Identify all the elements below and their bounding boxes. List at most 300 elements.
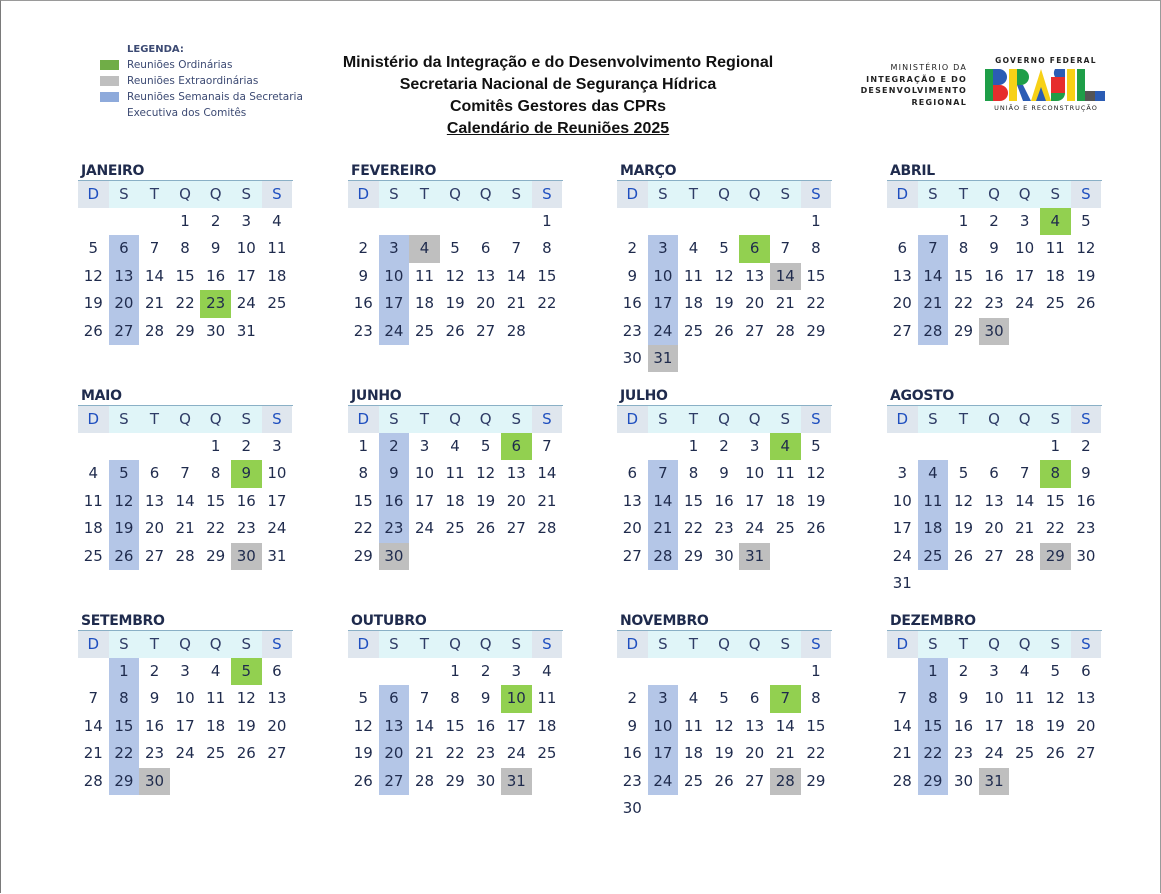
day-cell: 1 (958, 212, 969, 230)
ministry-logo-line: MINISTÉRIO DA (890, 63, 967, 72)
day-cell: 6 (749, 689, 760, 708)
day-cell: 3 (749, 437, 760, 455)
day-cell-weekly-meeting: 28 (918, 318, 949, 345)
legend-swatch-gray (100, 76, 119, 86)
empty-cell (648, 433, 679, 460)
day-cell: 15 (175, 266, 195, 285)
empty-cell (440, 208, 471, 235)
day-cell: 14 (775, 716, 795, 735)
day-cell: 4 (210, 662, 221, 680)
day-cell: 8 (180, 239, 190, 258)
weekday-label: T (948, 406, 979, 433)
day-cell: 28 (506, 321, 526, 340)
empty-cell (409, 208, 440, 235)
month-julho (617, 387, 832, 570)
month-name: DEZEMBRO (890, 613, 976, 629)
day-cell-extraordinary-meeting: 4 (409, 235, 440, 262)
day-cell: 10 (267, 464, 287, 483)
day-cell-weekly-meeting: 3 (648, 685, 679, 712)
month-name: ABRIL (890, 163, 935, 179)
day-cell: 12 (1045, 689, 1065, 708)
day-cell: 16 (236, 491, 256, 510)
month-name: JUNHO (351, 388, 402, 404)
weekday-label: Q (979, 631, 1010, 658)
header-committees: Comitês Gestores das CPRs (449, 98, 667, 115)
day-cell-weekly-meeting: 7 (918, 235, 949, 262)
empty-cell (918, 208, 949, 235)
weekday-header (348, 180, 563, 208)
day-cell-weekly-meeting: 8 (109, 685, 140, 712)
empty-cell (379, 658, 410, 685)
day-cell: 1 (688, 437, 699, 455)
weekday-label: S (532, 631, 563, 658)
month-fevereiro (348, 162, 563, 345)
weekday-label: D (887, 181, 918, 208)
day-cell: 20 (267, 716, 287, 735)
day-cell: 5 (811, 437, 821, 455)
empty-cell (470, 208, 501, 235)
weekday-header (348, 630, 563, 658)
month-name: JANEIRO (81, 163, 145, 179)
day-cell-weekly-meeting: 26 (109, 543, 140, 570)
day-cell: 1 (811, 662, 821, 680)
day-cell: 9 (149, 689, 160, 708)
empty-cell (948, 433, 979, 460)
day-cell: 3 (241, 212, 252, 230)
weekday-label: S (1040, 406, 1071, 433)
day-cell: 2 (719, 437, 729, 455)
day-cell: 6 (480, 239, 491, 258)
weekday-label: Q (979, 406, 1010, 433)
day-cell: 18 (445, 491, 465, 510)
day-cell: 28 (144, 321, 165, 340)
day-cell-weekly-meeting: 21 (918, 290, 949, 317)
weekday-label: S (532, 181, 563, 208)
day-cell: 25 (445, 519, 465, 538)
day-cell: 2 (627, 239, 638, 258)
day-cell: 1 (180, 212, 190, 230)
days-grid (78, 433, 293, 570)
day-cell: 13 (622, 491, 642, 510)
day-cell: 25 (537, 744, 557, 763)
empty-cell (887, 433, 918, 460)
weekday-label: S (770, 406, 801, 433)
day-cell: 16 (144, 716, 165, 735)
weekday-label: Q (1009, 631, 1040, 658)
weekday-header (348, 405, 563, 433)
day-cell: 6 (897, 239, 908, 258)
weekday-header (78, 405, 293, 433)
weekday-label: S (1071, 181, 1102, 208)
day-cell: 8 (542, 239, 552, 258)
day-cell: 5 (719, 239, 729, 258)
empty-cell (379, 208, 410, 235)
day-cell: 30 (714, 546, 734, 565)
weekday-label: T (139, 181, 170, 208)
day-cell: 20 (1076, 716, 1096, 735)
day-cell-weekly-meeting: 17 (648, 740, 679, 767)
day-cell: 29 (806, 771, 826, 790)
day-cell: 20 (506, 491, 526, 510)
days-grid (348, 658, 563, 795)
day-cell: 25 (414, 321, 435, 340)
day-cell: 7 (149, 239, 160, 258)
day-cell: 29 (806, 321, 826, 340)
day-cell: 14 (506, 266, 526, 285)
day-cell: 9 (989, 239, 999, 258)
header-ministry: Ministério da Integração e do Desenvolvimento Regional (342, 54, 774, 71)
day-cell: 15 (353, 491, 373, 510)
weekday-label: T (409, 406, 440, 433)
day-cell-ordinary-meeting: 6 (501, 433, 532, 460)
day-cell: 26 (953, 546, 974, 565)
day-cell: 23 (622, 321, 642, 340)
weekday-label: Q (709, 406, 740, 433)
month-name: SETEMBRO (81, 613, 165, 629)
empty-cell (170, 433, 201, 460)
day-cell: 27 (267, 744, 287, 763)
day-cell-weekly-meeting: 11 (918, 488, 949, 515)
weekday-label: S (109, 631, 140, 658)
day-cell: 11 (83, 491, 103, 510)
weekday-label: S (109, 181, 140, 208)
day-cell: 1 (450, 662, 460, 680)
day-cell: 10 (984, 689, 1004, 708)
day-cell-weekly-meeting: 20 (109, 290, 140, 317)
day-cell-extraordinary-meeting: 31 (501, 768, 532, 795)
weekday-label: S (379, 631, 410, 658)
day-cell-weekly-meeting: 23 (379, 515, 410, 542)
weekday-label: S (231, 181, 262, 208)
day-cell: 21 (892, 744, 912, 763)
month-name: JULHO (620, 388, 668, 404)
day-cell: 10 (175, 689, 195, 708)
day-cell: 16 (353, 294, 373, 313)
weekday-label: Q (470, 406, 501, 433)
weekday-label: S (918, 631, 949, 658)
day-cell: 21 (414, 744, 435, 763)
day-cell: 10 (892, 491, 912, 510)
day-cell: 26 (83, 321, 103, 340)
empty-cell (739, 658, 770, 685)
empty-cell (678, 658, 709, 685)
day-cell: 22 (537, 294, 557, 313)
weekday-label: S (501, 181, 532, 208)
weekday-label: Q (979, 181, 1010, 208)
day-cell: 27 (745, 771, 765, 790)
day-cell-weekly-meeting: 15 (918, 713, 949, 740)
day-cell: 17 (892, 519, 912, 538)
day-cell: 16 (476, 716, 496, 735)
weekday-label: T (139, 631, 170, 658)
day-cell: 30 (206, 321, 226, 340)
day-cell-weekly-meeting: 7 (648, 460, 679, 487)
day-cell: 9 (719, 464, 729, 483)
day-cell-weekly-meeting: 13 (109, 263, 140, 290)
day-cell: 10 (1015, 239, 1035, 258)
empty-cell (770, 658, 801, 685)
legend-title: LEGENDA: (127, 44, 184, 55)
day-cell: 5 (958, 464, 969, 483)
day-cell-weekly-meeting: 4 (918, 460, 949, 487)
day-cell: 19 (806, 491, 826, 510)
day-cell-weekly-meeting: 3 (648, 235, 679, 262)
day-cell: 17 (745, 491, 765, 510)
day-cell: 29 (353, 546, 373, 565)
day-cell: 8 (811, 689, 821, 708)
empty-cell (979, 433, 1010, 460)
day-cell: 28 (775, 321, 795, 340)
day-cell: 25 (206, 744, 226, 763)
day-cell: 13 (267, 689, 287, 708)
weekday-label: Q (1009, 406, 1040, 433)
day-cell-extraordinary-meeting: 31 (739, 543, 770, 570)
day-cell: 31 (892, 573, 912, 592)
day-cell: 5 (1081, 212, 1091, 230)
month-name: MAIO (81, 388, 122, 404)
weekday-label: D (78, 631, 109, 658)
day-cell: 27 (984, 546, 1004, 565)
empty-cell (887, 208, 918, 235)
day-cell: 3 (511, 662, 522, 680)
day-cell: 13 (745, 716, 765, 735)
empty-cell (617, 208, 648, 235)
day-cell: 18 (267, 266, 287, 285)
weekday-header (617, 405, 832, 433)
day-cell: 19 (714, 744, 734, 763)
empty-cell (348, 208, 379, 235)
day-cell: 26 (806, 519, 826, 538)
day-cell-weekly-meeting: 15 (109, 713, 140, 740)
day-cell: 18 (206, 716, 226, 735)
weekday-label: T (948, 181, 979, 208)
ministry-logo-line: DESENVOLVIMENTO (860, 86, 967, 95)
day-cell-weekly-meeting: 10 (379, 263, 410, 290)
day-cell: 20 (144, 519, 165, 538)
weekday-label: T (678, 631, 709, 658)
month-março (617, 162, 832, 372)
day-cell: 11 (683, 266, 704, 285)
day-cell: 13 (892, 266, 912, 285)
day-cell: 24 (745, 519, 765, 538)
day-cell: 3 (272, 437, 282, 455)
day-cell: 13 (984, 491, 1004, 510)
day-cell: 28 (414, 771, 435, 790)
day-cell: 27 (745, 321, 765, 340)
day-cell: 15 (206, 491, 226, 510)
day-cell: 27 (892, 321, 912, 340)
empty-cell (617, 433, 648, 460)
day-cell: 27 (506, 519, 526, 538)
month-abril (887, 162, 1102, 345)
day-cell-weekly-meeting: 6 (109, 235, 140, 262)
day-cell: 8 (358, 464, 369, 483)
day-cell: 23 (236, 519, 256, 538)
day-cell-extraordinary-meeting: 31 (979, 768, 1010, 795)
day-cell: 12 (445, 266, 465, 285)
empty-cell (918, 433, 949, 460)
day-cell: 20 (745, 744, 765, 763)
day-cell-ordinary-meeting: 7 (770, 685, 801, 712)
day-cell: 18 (1015, 716, 1035, 735)
days-grid (887, 208, 1102, 345)
day-cell: 30 (622, 798, 642, 817)
day-cell: 8 (450, 689, 460, 708)
day-cell: 12 (1076, 239, 1096, 258)
day-cell: 20 (892, 294, 912, 313)
weekday-header (78, 180, 293, 208)
day-cell-weekly-meeting: 27 (109, 318, 140, 345)
day-cell: 4 (88, 464, 99, 483)
day-cell: 27 (1076, 744, 1096, 763)
weekday-label: Q (739, 631, 770, 658)
day-cell-weekly-meeting: 14 (918, 263, 949, 290)
day-cell: 21 (775, 744, 795, 763)
weekday-label: T (678, 181, 709, 208)
day-cell: 30 (1076, 546, 1096, 565)
weekday-label: D (617, 631, 648, 658)
day-cell: 17 (267, 491, 287, 510)
day-cell: 18 (414, 294, 435, 313)
day-cell-weekly-meeting: 24 (648, 768, 679, 795)
day-cell: 23 (622, 771, 642, 790)
day-cell: 15 (537, 266, 557, 285)
day-cell: 31 (267, 546, 287, 565)
empty-cell (678, 208, 709, 235)
weekday-label: D (617, 406, 648, 433)
weekday-label: S (770, 631, 801, 658)
day-cell: 25 (683, 771, 704, 790)
day-cell: 15 (445, 716, 465, 735)
day-cell: 12 (714, 716, 734, 735)
day-cell: 11 (683, 716, 704, 735)
day-cell-extraordinary-meeting: 30 (979, 318, 1010, 345)
day-cell-weekly-meeting: 1 (918, 658, 949, 685)
day-cell: 11 (1045, 239, 1065, 258)
day-cell: 7 (419, 689, 430, 708)
weekday-label: S (648, 181, 679, 208)
days-grid (348, 208, 563, 345)
day-cell-weekly-meeting: 10 (648, 263, 679, 290)
day-cell-ordinary-meeting: 23 (200, 290, 231, 317)
month-janeiro (78, 162, 293, 345)
day-cell: 4 (272, 212, 282, 230)
weekday-label: D (348, 406, 379, 433)
day-cell: 7 (88, 689, 99, 708)
weekday-label: Q (739, 181, 770, 208)
day-cell: 12 (806, 464, 826, 483)
weekday-label: Q (709, 181, 740, 208)
day-cell: 2 (1081, 437, 1091, 455)
day-cell: 28 (1015, 546, 1035, 565)
day-cell-ordinary-meeting: 6 (739, 235, 770, 262)
ministry-logo (861, 62, 967, 108)
day-cell: 2 (958, 662, 969, 680)
day-cell: 1 (210, 437, 221, 455)
day-cell: 14 (414, 716, 435, 735)
day-cell-weekly-meeting: 2 (379, 433, 410, 460)
day-cell: 23 (476, 744, 496, 763)
empty-cell (709, 658, 740, 685)
weekday-label: S (1040, 631, 1071, 658)
day-cell: 2 (627, 689, 638, 708)
day-cell: 24 (267, 519, 287, 538)
day-cell: 11 (537, 689, 557, 708)
day-cell: 11 (445, 464, 465, 483)
day-cell: 23 (353, 321, 373, 340)
day-cell-weekly-meeting: 18 (918, 515, 949, 542)
weekday-label: S (801, 181, 832, 208)
day-cell-weekly-meeting: 6 (379, 685, 410, 712)
day-cell-weekly-meeting: 20 (379, 740, 410, 767)
day-cell: 10 (236, 239, 256, 258)
weekday-header (78, 630, 293, 658)
day-cell: 21 (775, 294, 795, 313)
day-cell: 14 (1015, 491, 1035, 510)
weekday-label: Q (200, 181, 231, 208)
day-cell-weekly-meeting: 19 (109, 515, 140, 542)
day-cell-extraordinary-meeting: 28 (770, 768, 801, 795)
month-setembro (78, 612, 293, 795)
day-cell: 6 (1081, 662, 1091, 680)
weekday-label: T (139, 406, 170, 433)
day-cell: 9 (627, 716, 638, 735)
day-cell: 2 (241, 437, 252, 455)
weekday-label: S (1071, 631, 1102, 658)
header-secretariat: Secretaria Nacional de Segurança Hídrica (399, 76, 717, 93)
legend-label: Reuniões Ordinárias (127, 59, 233, 71)
day-cell: 17 (414, 491, 435, 510)
day-cell: 16 (206, 266, 226, 285)
day-cell-ordinary-meeting: 9 (231, 460, 262, 487)
empty-cell (348, 658, 379, 685)
weekday-label: S (501, 406, 532, 433)
day-cell: 3 (897, 464, 908, 483)
day-cell: 22 (683, 519, 704, 538)
weekday-label: T (409, 181, 440, 208)
weekday-label: Q (170, 406, 201, 433)
day-cell: 1 (811, 212, 821, 230)
day-cell: 24 (984, 744, 1004, 763)
empty-cell (501, 208, 532, 235)
weekday-label: S (379, 406, 410, 433)
day-cell: 25 (775, 519, 795, 538)
day-cell: 6 (989, 464, 999, 483)
month-name: OUTUBRO (351, 613, 427, 629)
day-cell-weekly-meeting: 21 (648, 515, 679, 542)
day-cell: 16 (714, 491, 734, 510)
day-cell: 22 (1045, 519, 1065, 538)
day-cell: 30 (476, 771, 496, 790)
day-cell: 14 (144, 266, 165, 285)
day-cell: 25 (267, 294, 287, 313)
day-cell: 18 (537, 716, 557, 735)
weekday-header (887, 630, 1102, 658)
day-cell: 15 (806, 266, 826, 285)
day-cell: 14 (83, 716, 103, 735)
day-cell-weekly-meeting: 17 (648, 290, 679, 317)
day-cell: 2 (989, 212, 999, 230)
day-cell: 5 (480, 437, 491, 455)
day-cell: 11 (206, 689, 226, 708)
weekday-label: S (262, 406, 293, 433)
day-cell: 14 (175, 491, 195, 510)
day-cell: 21 (175, 519, 195, 538)
day-cell: 2 (358, 239, 369, 258)
day-cell: 23 (1076, 519, 1096, 538)
day-cell: 17 (984, 716, 1004, 735)
day-cell: 4 (450, 437, 460, 455)
